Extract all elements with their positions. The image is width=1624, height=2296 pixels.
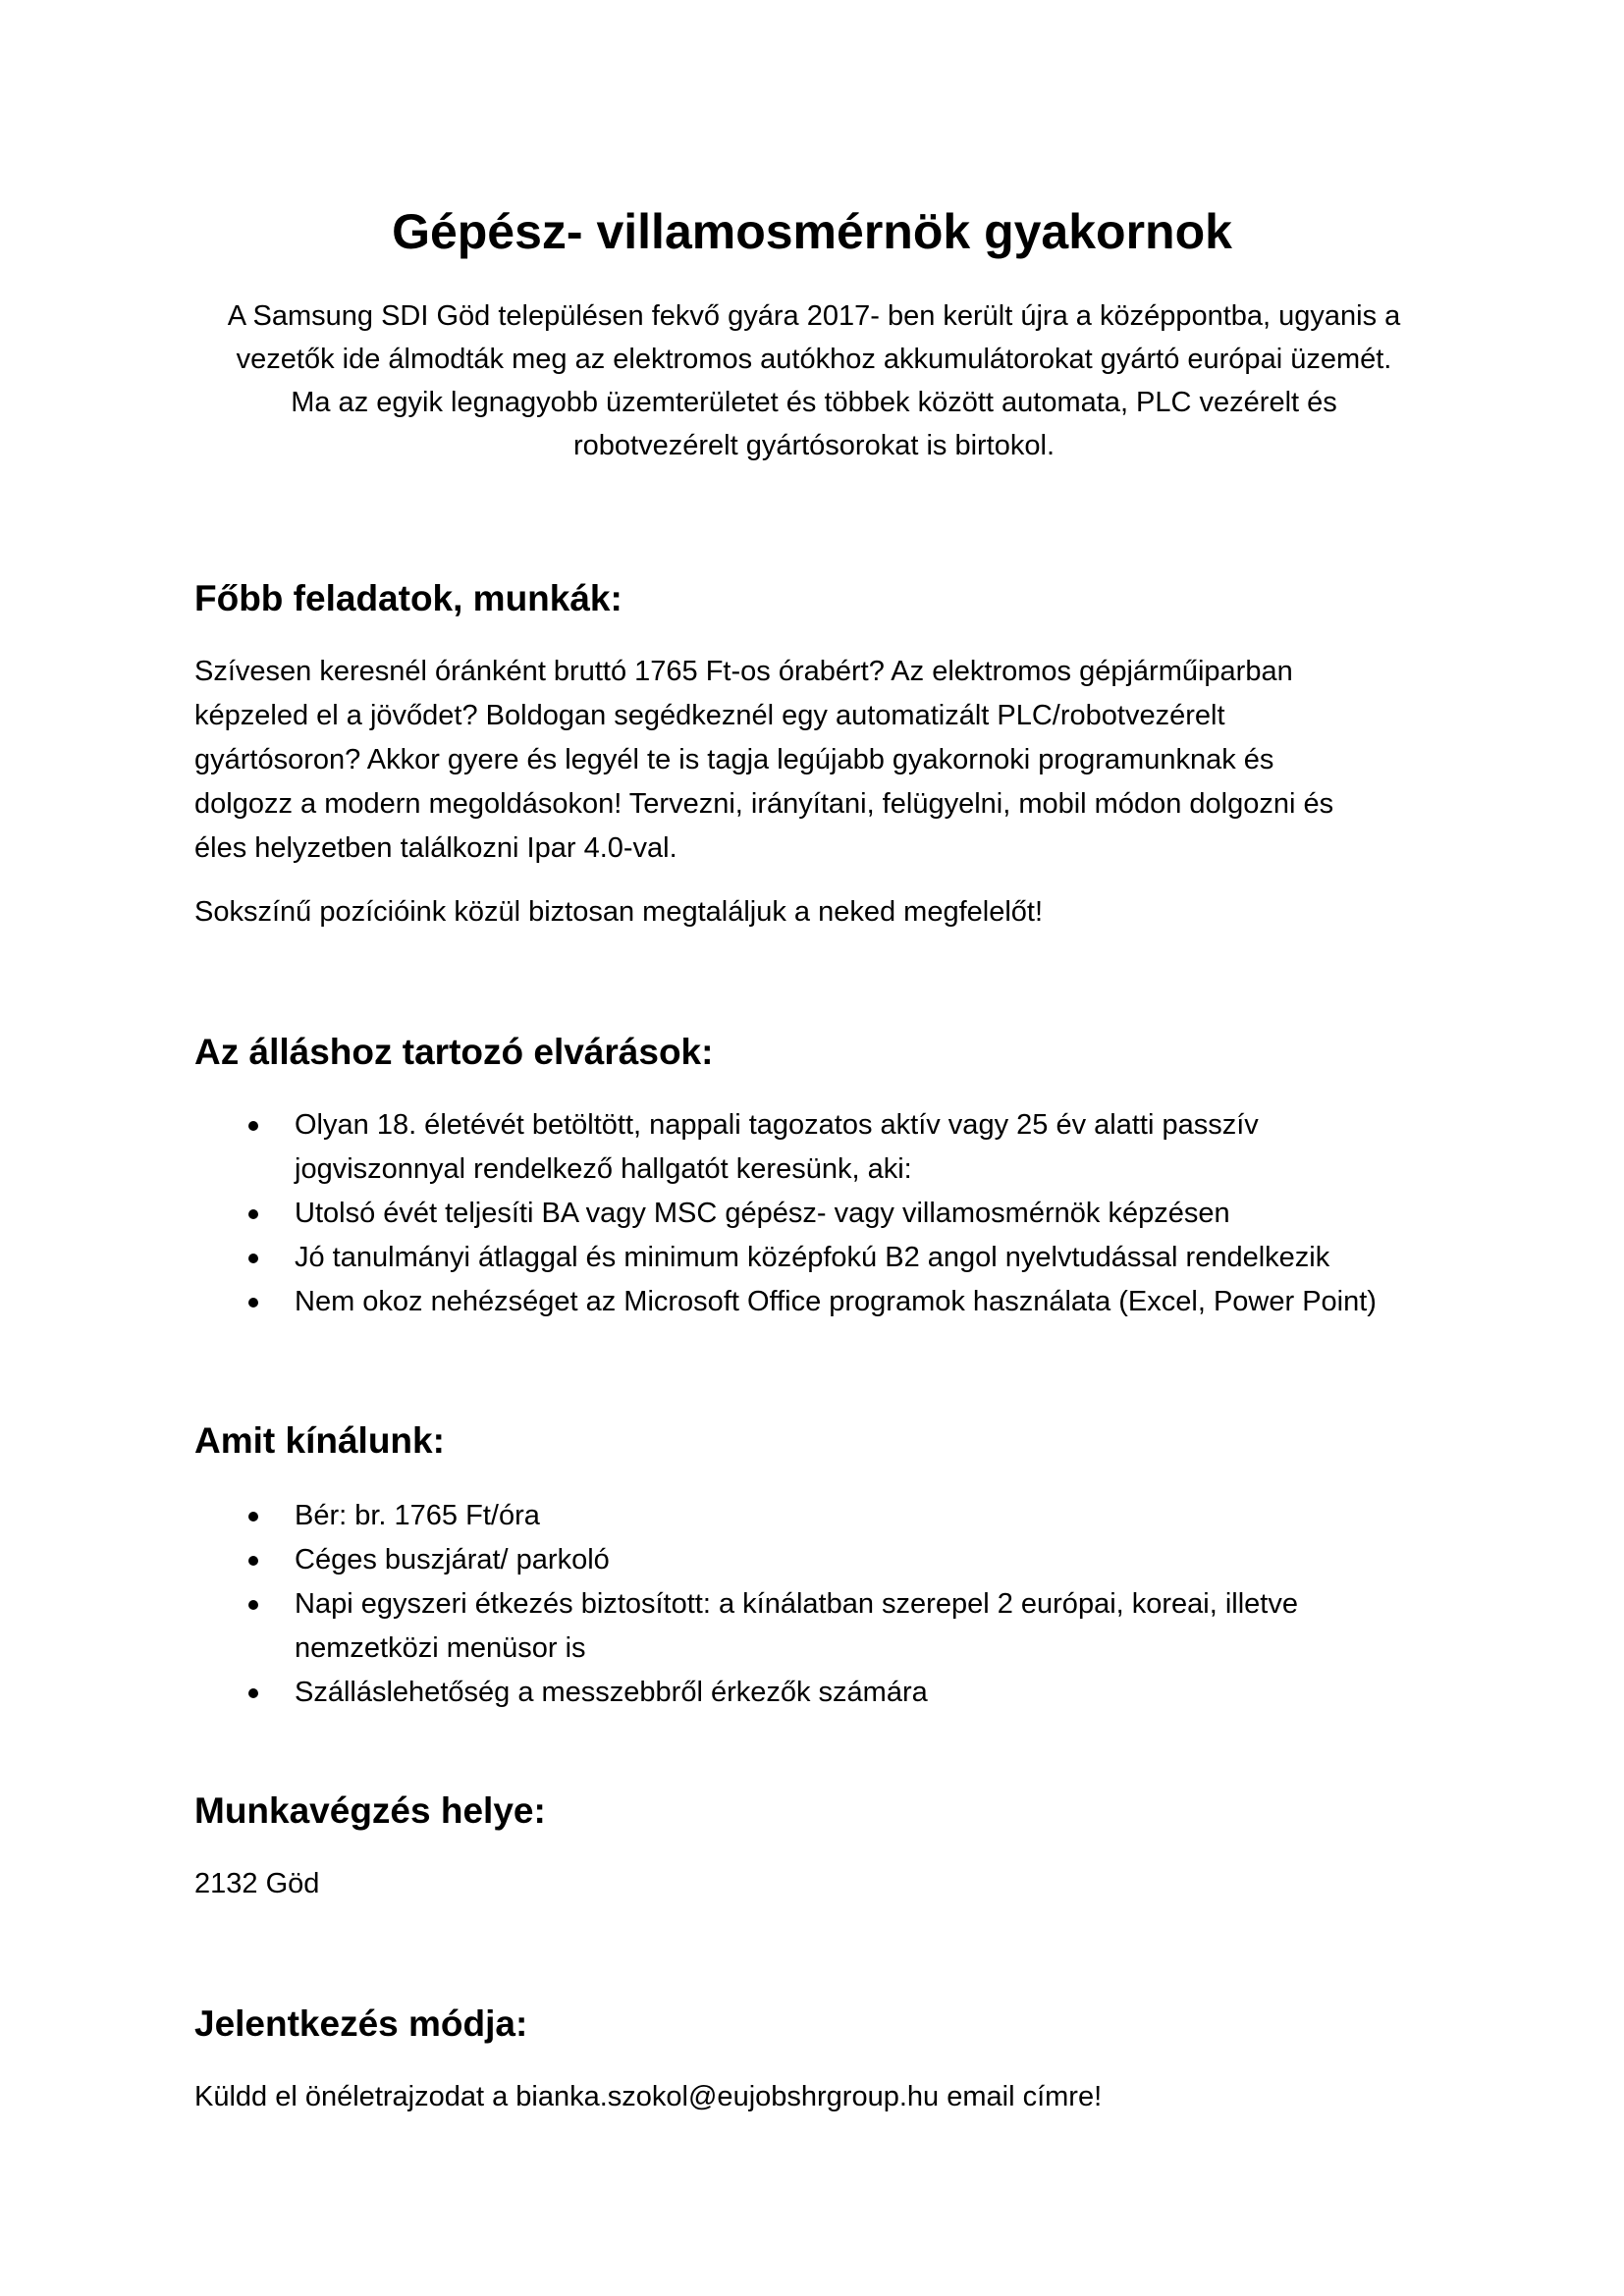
requirements-list-item [194, 1103, 1471, 1192]
bullet-icon [248, 1254, 258, 1263]
apply-text: Küldd el önéletrajzodat a bianka.szokol@eujobshrgroup.hu email címre! [194, 2081, 1103, 2112]
tasks-line: Szívesen keresnél óránként bruttó 1765 Ft-os órabért? Az elektromos gépjárműiparban [194, 656, 1293, 687]
bullet-icon [248, 1688, 258, 1698]
list-item-text: Utolsó évét teljesíti BA vagy MSC gépész- vagy villamosmérnök képzésen [295, 1198, 1230, 1229]
intro-line: vezetők ide álmodták meg az elektromos autókhoz akkumulátorokat gyártó európai üzemét. [236, 344, 1392, 375]
tasks-line: képzeled el a jövődet? Boldogan segédkeznél egy automatizált PLC/robotvezérelt [194, 700, 1225, 731]
list-item-text: jogviszonnyal rendelkező hallgatót keresünk, aki: [295, 1153, 912, 1185]
intro-line: Ma az egyik legnagyobb üzemterületet és többek között automata, PLC vezérelt és [291, 387, 1337, 418]
location-heading: Munkavégzés helye: [194, 1790, 546, 1831]
tasks-closing-text: Sokszínű pozícióink közül biztosan megtaláljuk a neked megfelelőt! [194, 896, 1044, 928]
bullet-icon [248, 1512, 258, 1522]
offer-list-item [194, 1494, 1471, 1538]
list-item-text: Jó tanulmányi átlaggal és minimum középfokú B2 angol nyelvtudással rendelkezik [295, 1242, 1330, 1273]
offer-list-item [194, 1671, 1471, 1715]
offer-list-item [194, 1582, 1471, 1671]
list-item-text: Szálláslehetőség a messzebbről érkezők számára [295, 1677, 928, 1708]
requirements-heading: Az álláshoz tartozó elvárások: [194, 1032, 714, 1072]
apply-heading: Jelentkezés módja: [194, 2003, 528, 2044]
tasks-heading: Főbb feladatok, munkák: [194, 578, 623, 618]
list-item-text: Bér: br. 1765 Ft/óra [295, 1500, 540, 1531]
location-text: 2132 Göd [194, 1868, 320, 1899]
tasks-paragraph [194, 650, 1471, 871]
list-item-text: nemzetközi menüsor is [295, 1632, 586, 1664]
intro-line: A Samsung SDI Göd településen fekvő gyára 2017- ben került újra a középpontba, ugyanis a [227, 300, 1401, 332]
requirements-list-item [194, 1280, 1471, 1324]
intro-paragraph [187, 294, 1441, 467]
intro-line: robotvezérelt gyártósorokat is birtokol. [573, 430, 1055, 461]
requirements-list [194, 1103, 1471, 1324]
tasks-line: éles helyzetben találkozni Ipar 4.0-val. [194, 832, 677, 864]
bullet-icon [248, 1556, 258, 1566]
list-item-text: Napi egyszeri étkezés biztosított: a kínálatban szerepel 2 európai, koreai, illetve [295, 1588, 1298, 1620]
bullet-icon [248, 1600, 258, 1610]
tasks-line: dolgozz a modern megoldásokon! Tervezni, irányítani, felügyelni, mobil módon dolgozni és [194, 788, 1334, 820]
bullet-icon [248, 1209, 258, 1219]
offer-list [194, 1494, 1471, 1715]
requirements-list-item [194, 1192, 1471, 1236]
offer-heading: Amit kínálunk: [194, 1420, 445, 1461]
requirements-list-item [194, 1236, 1471, 1280]
offer-list-item [194, 1538, 1471, 1582]
bullet-icon [248, 1121, 258, 1131]
tasks-line: gyártósoron? Akkor gyere és legyél te is tagja legújabb gyakornoki programunknak és [194, 744, 1274, 775]
page-title: Gépész- villamosmérnök gyakornok [392, 204, 1232, 259]
bullet-icon [248, 1298, 258, 1308]
list-item-text: Nem okoz nehézséget az Microsoft Office programok használata (Excel, Power Point) [295, 1286, 1377, 1317]
list-item-text: Céges buszjárat/ parkoló [295, 1544, 610, 1575]
list-item-text: Olyan 18. életévét betöltött, nappali tagozatos aktív vagy 25 év alatti passzív [295, 1109, 1259, 1141]
